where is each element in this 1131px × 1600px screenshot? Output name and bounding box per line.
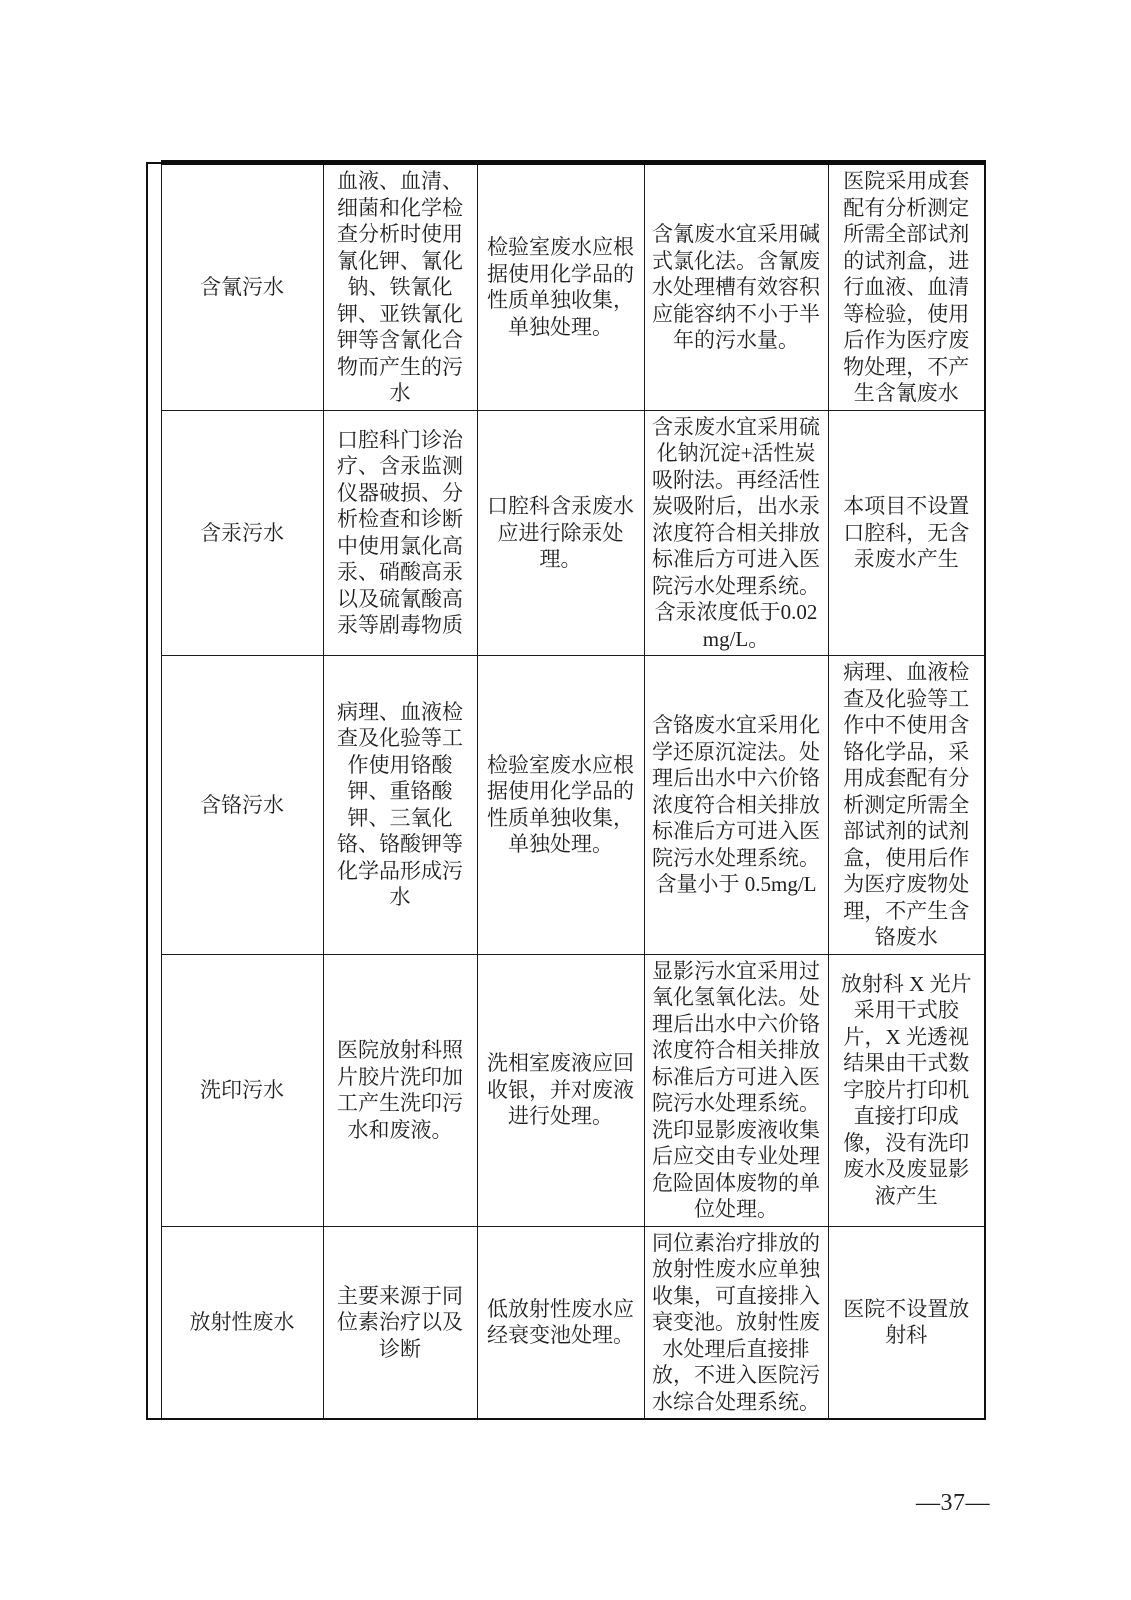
cell-note: 医院采用成套配有分析测定所需全部试剂的试剂盒，进行血液、血清等检验，使用后作为医疗废物处理，不产生含氰废水	[828, 163, 985, 411]
cell-source: 主要来源于同位素治疗以及诊断	[323, 1226, 477, 1419]
cell-collection: 检验室废水应根据使用化学品的性质单独收集，单独处理。	[477, 656, 644, 955]
table-row	[147, 1226, 985, 1419]
cell-treatment: 同位素治疗排放的放射性废水应单独收集，可直接排入衰变池。放射性废水处理后直接排放，不进入医院污水综合处理系统。	[644, 1226, 828, 1419]
cell-collection: 口腔科含汞废水应进行除汞处理。	[477, 410, 644, 656]
cell-category: 洗印污水	[161, 954, 323, 1226]
table-row	[147, 656, 985, 955]
table-row	[147, 163, 985, 411]
cell-note: 本项目不设置口腔科，无含汞废水产生	[828, 410, 985, 656]
table-spine-cell	[147, 163, 161, 1420]
cell-category: 含铬污水	[161, 656, 323, 955]
cell-category: 含氰污水	[161, 163, 323, 411]
cell-category: 放射性废水	[161, 1226, 323, 1419]
wastewater-table	[146, 160, 986, 1420]
page-number: —37—	[916, 1490, 990, 1516]
cell-treatment: 含氰废水宜采用碱式氯化法。含氰废水处理槽有效容积应能容纳不小于半年的污水量。	[644, 163, 828, 411]
cell-source: 病理、血液检查及化验等工作使用铬酸钾、重铬酸钾、三氧化铬、铬酸钾等化学品形成污水	[323, 656, 477, 955]
cell-collection: 低放射性废水应经衰变池处理。	[477, 1226, 644, 1419]
cell-source: 口腔科门诊治疗、含汞监测仪器破损、分析检查和诊断中使用氯化高汞、硝酸高汞以及硫氰酸高汞等剧毒物质	[323, 410, 477, 656]
cell-note: 放射科 X 光片采用干式胶片，X 光透视结果由干式数字胶片打印机直接打印成像，没有洗印废水及废显影液产生	[828, 954, 985, 1226]
cell-treatment: 显影污水宜采用过氧化氢氧化法。处理后出水中六价铬浓度符合相关排放标准后方可进入医院污水处理系统。洗印显影废液收集后应交由专业处理危险固体废物的单位处理。	[644, 954, 828, 1226]
cell-note: 病理、血液检查及化验等工作中不使用含铬化学品，采用成套配有分析测定所需全部试剂的试剂盒，使用后作为医疗废物处理，不产生含铬废水	[828, 656, 985, 955]
cell-category: 含汞污水	[161, 410, 323, 656]
cell-collection: 洗相室废液应回收银，并对废液进行处理。	[477, 954, 644, 1226]
table-row	[147, 954, 985, 1226]
table-row	[147, 410, 985, 656]
cell-treatment: 含铬废水宜采用化学还原沉淀法。处理后出水中六价铬浓度符合相关排放标准后方可进入医院污水处理系统。含量小于 0.5mg/L	[644, 656, 828, 955]
cell-source: 医院放射科照片胶片洗印加工产生洗印污水和废液。	[323, 954, 477, 1226]
cell-collection: 检验室废水应根据使用化学品的性质单独收集，单独处理。	[477, 163, 644, 411]
cell-source: 血液、血清、细菌和化学检查分析时使用氰化钾、氰化钠、铁氰化钾、亚铁氰化钾等含氰化合物而产生的污水	[323, 163, 477, 411]
cell-treatment: 含汞废水宜采用硫化钠沉淀+活性炭吸附法。再经活性炭吸附后，出水汞浓度符合相关排放标准后方可进入医院污水处理系统。含汞浓度低于0.02mg/L。	[644, 410, 828, 656]
cell-note: 医院不设置放射科	[828, 1226, 985, 1419]
